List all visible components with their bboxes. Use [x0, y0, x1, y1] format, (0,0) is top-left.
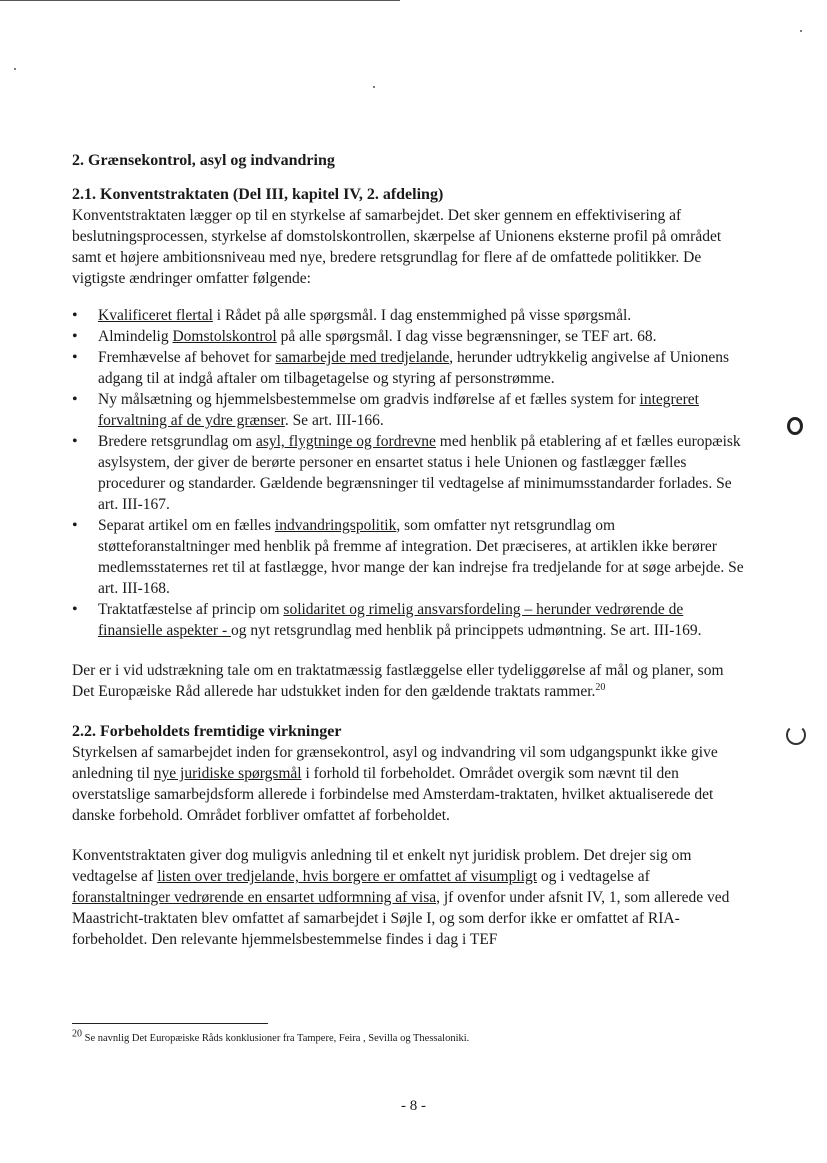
scan-top-edge — [0, 0, 827, 1]
chapter-heading: 2. Grænsekontrol, asyl og indvandring — [72, 152, 335, 169]
section-intro-paragraph: Konventstraktaten lægger op til en styrkelse af samarbejdet. Det sker gennem en effektivisering af beslutningsprocessen, styrkelse af domstolskontrollen, skærpelse af Unionens eksterne profil på området samt et højere ambitionsniveau med nye, bredere retsgrundlag for flere af de omfattede politikker. De vigtigste ændringer omfatter følgende: — [72, 207, 722, 287]
scan-speck — [373, 86, 375, 88]
document-body — [72, 150, 748, 950]
footnote: $^{20}$ Se navnlig Det Europæiske Råds konklusioner fra Tampere, Feira , Sevilla og Thessaloniki. — [72, 1028, 470, 1044]
punch-hole-mark — [787, 417, 803, 435]
page-number: - 8 - — [401, 1098, 426, 1114]
bullet-item: • Ny målsætning og hjemmelsbestemmelse om gradvis indførelse af et fælles system for integreret forvaltning af de ydre grænser. Se art. III-166. — [72, 389, 748, 431]
footnote-ref[interactable]: 20 — [595, 681, 606, 693]
changes-bullet-list — [72, 305, 748, 641]
underlined-term: nye juridiske spørgsmål — [153, 765, 302, 782]
underlined-term: solidaritet og rimelig ansvarsfordeling – herunder vedrørende de finansielle aspekter - — [98, 601, 684, 639]
underlined-term: integreret forvaltning af de ydre grænser — [98, 391, 699, 429]
reservation-paragraph-1: Styrkelsen af samarbejdet inden for grænsekontrol, asyl og indvandring vil som udgangspunkt ikke give anledning til nye juridiske spørgsmål i forhold til forbeholdet. Området overgik som nævnt til den overstatslige samarbejdsform allerede i forbindelse med Amsterdam-traktaten, hvilket aktualiserede det danske forbehold. Området forbliver omfattet af forbeholdet. — [72, 744, 718, 824]
underlined-term: indvandringspolitik — [274, 517, 397, 534]
bullet-item: • Separat artikel om en fælles indvandringspolitik, som omfatter nyt retsgrundlag om støtteforanstaltninger med henblik på fremme af integration. Det præciseres, at artiklen ikke berører medlemsstaternes ret til at fastlægge, hvor mange der kan indrejse fra tredjelande for at søge arbejde. Se art. III-168. — [72, 515, 748, 599]
closing-paragraph: Der er i vid udstrækning tale om en traktatmæssig fastlæggelse eller tydeliggørelse af mål og planer, som Det Europæiske Råd allerede har udstukket inden for den gældende traktats rammer.$^{20}$ — [72, 662, 724, 700]
underlined-term: Kvalificeret flertal — [98, 307, 213, 324]
bullet-item: • Kvalificeret flertal i Rådet på alle spørgsmål. I dag enstemmighed på visse spørgsmål. — [72, 305, 748, 326]
scan-speck — [800, 30, 802, 32]
bullet-item: • Almindelig Domstolskontrol på alle spørgsmål. I dag visse begrænsninger, se TEF art. 68. — [72, 326, 748, 347]
footnote-divider — [72, 1023, 268, 1024]
underlined-term: samarbejde med tredjelande — [275, 349, 450, 366]
punch-hole-mark — [786, 725, 806, 745]
underlined-term: asyl, flygtninge og fordrevne — [255, 433, 436, 450]
scan-speck — [14, 68, 16, 70]
bullet-item: • Bredere retsgrundlag om asyl, flygtninge og fordrevne med henblik på etablering af et fælles europæisk asylsystem, der giver de berørte personer en ensartet status i hele Unionen og fastlægger fælles procedurer og standarder. Gældende begrænsninger til vedtagelse af minimumsstandarder forlades. Se art. III-167. — [72, 431, 748, 515]
bullet-item: • Traktatfæstelse af princip om solidaritet og rimelig ansvarsfordeling – herunder vedrørende de finansielle aspekter - og nyt retsgrundlag med henblik på princippets udmøntning. Se art. III-169. — [72, 599, 748, 641]
section-heading-2-1: 2.1. Konventstraktaten (Del III, kapitel IV, 2. afdeling) — [72, 186, 444, 203]
underlined-term: foranstaltninger vedrørende en ensartet udformning af visa — [72, 889, 437, 906]
underlined-term: Domstolskontrol — [172, 328, 277, 345]
section-heading-2-2: 2.2. Forbeholdets fremtidige virkninger — [72, 723, 342, 740]
reservation-paragraph-2: Konventstraktaten giver dog muligvis anledning til et enkelt nyt juridisk problem. Det drejer sig om vedtagelse af listen over tredjelande, hvis borgere er omfattet af visumpligt og i vedtagelse af foranstaltninger vedrørende en ensartet udformning af visa, jf ovenfor under afsnit IV, 1, som allerede ved Maastricht-traktaten blev omfattet af samarbejdet i Søjle I, og som derfor ikke er omfattet af RIA-forbeholdet. Den relevante hjemmelsbestemmelse findes i dag i TEF — [72, 847, 730, 948]
bullet-item: • Fremhævelse af behovet for samarbejde med tredjelande, herunder udtrykkelig angivelse af Unionens adgang til at indgå aftaler om tilbagetagelse og styring af personstrømme. — [72, 347, 748, 389]
underlined-term: listen over tredjelande, hvis borgere er omfattet af visumpligt — [157, 868, 537, 885]
